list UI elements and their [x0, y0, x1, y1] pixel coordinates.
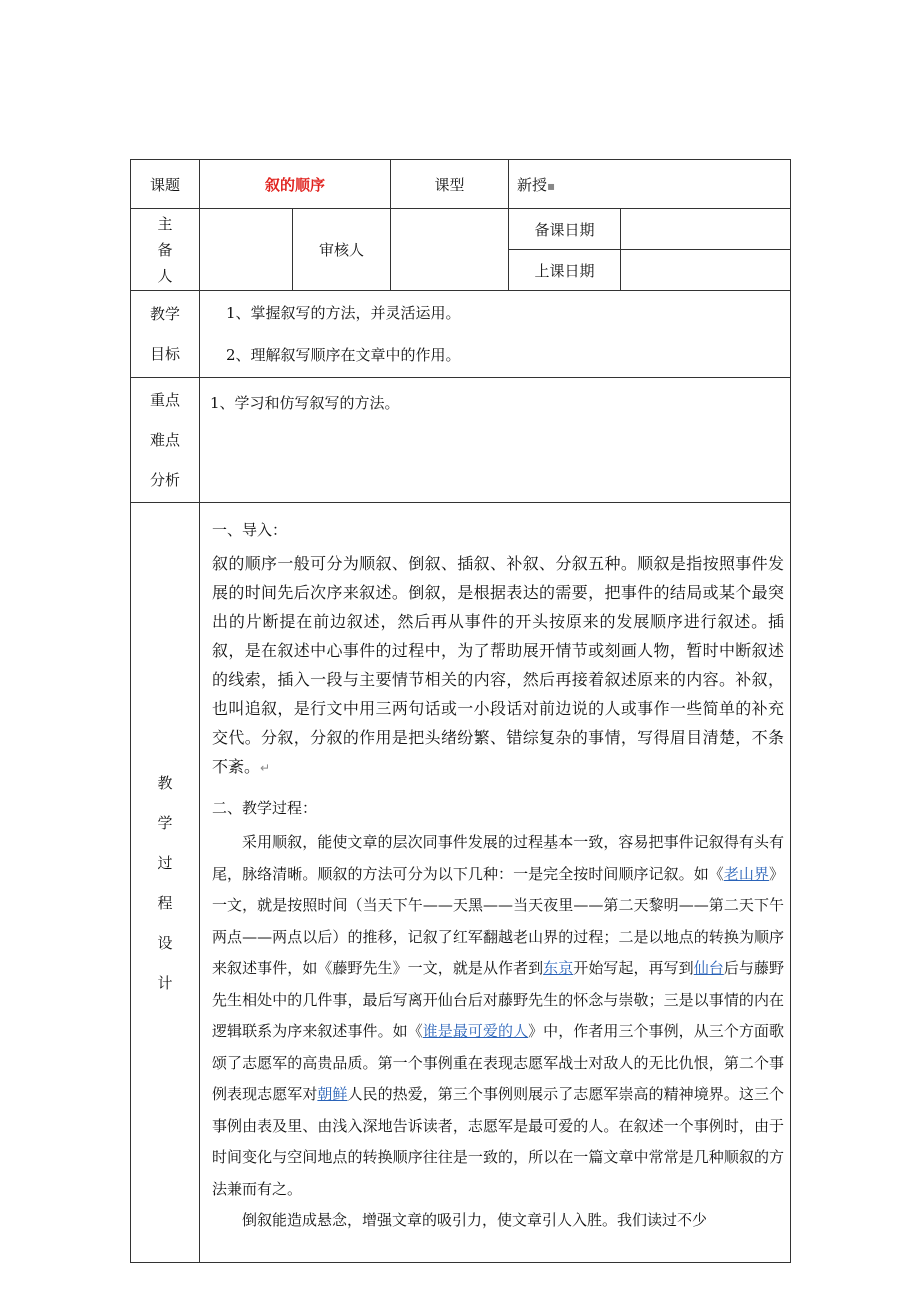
- topic-label: 课题: [131, 160, 200, 209]
- intro-text: 叙的顺序一般可分为顺叙、倒叙、插叙、补叙、分叙五种。顺叙是指按照事件发展的时间先后次序来叙述。倒叙，是根据表达的需要，把事件的结局或某个最突出的片断提在前边叙述，然后再从事件的开头按原来的发展顺序进行叙述。插叙，是在叙述中心事件的过程中，为了帮助展开情节或刻画人物，暂时中断叙述的线索，插入一段与主要情节相关的内容，然后再接着叙述原来的内容。补叙，也叫追叙，是行文中用三两句话或一小段话对前边说的人或事作一些简单的补充交代。分叙，分叙的作用是把头绪纷繁、错综复杂的事情，写得眉目清楚，不条不紊。: [212, 554, 785, 776]
- reviewer-value: [391, 209, 509, 291]
- type-value: [509, 160, 791, 209]
- type-label: 课型: [391, 160, 509, 209]
- text-cursor-mark: ▪: [547, 178, 556, 193]
- intro-heading: 一、导入：: [212, 521, 288, 539]
- prep-date-value: [621, 209, 791, 250]
- prep-date-label: 备课日期: [509, 209, 621, 250]
- process-label-char: 过: [157, 853, 173, 872]
- link-xiantai[interactable]: 仙台: [693, 959, 724, 977]
- row-topic: [131, 160, 791, 209]
- goals-label-line-2: 目标: [149, 345, 180, 363]
- preparer-label: 主备人: [131, 209, 200, 291]
- paragraph-mark: ↵: [260, 761, 271, 775]
- process-heading: 二、教学过程：: [212, 799, 318, 817]
- process-label-char: 程: [157, 893, 173, 912]
- row-preparer: [131, 209, 791, 250]
- body-text: 》中，作者用三个事例，从三个方面歌颂了志愿军的高贵品质。第一个事例重在表现志愿军战士对敌人的无比仇恨，第二个事例表现志愿军对: [212, 1022, 785, 1103]
- process-label-char: 计: [157, 973, 173, 992]
- class-date-label: 上课日期: [509, 250, 621, 291]
- process-label: [131, 503, 200, 1263]
- goals-content: [200, 291, 791, 378]
- lesson-title: 叙的顺序: [200, 160, 391, 209]
- goals-label: [131, 291, 200, 378]
- goal-item: 1、掌握叙写的方法，并灵活运用。: [226, 304, 461, 322]
- body-paragraph-2: 倒叙能造成悬念，增强文章的吸引力，使文章引人入胜。我们读过不少: [242, 1211, 708, 1229]
- key-label-line-1: 重点: [149, 391, 180, 409]
- body-text: 开始写起，再写到: [573, 959, 694, 977]
- key-label-line-2: 难点: [149, 431, 180, 449]
- body-text: 采用顺叙，能使文章的层次同事件发展的过程基本一致，容易把事件记叙得有头有尾，脉络清晰。顺叙的方法可分为以下几种：一是完全按时间顺序记叙。如《: [212, 833, 785, 883]
- type-value-text: 新授: [517, 175, 548, 194]
- row-process: [131, 503, 791, 1263]
- body-text: 》一文，就是按照时间（当天下午——天黑——当天夜里——第二天黎明——第二天下午两点——两点以后）的推移，记叙了红军翻越老山界的过程；二是以地点的转换为顺序来叙述事件，如《藤野先生》一文，就是从作者到: [212, 864, 785, 977]
- key-points-label: [131, 378, 200, 503]
- link-laoshanjie[interactable]: 老山界: [723, 864, 769, 883]
- row-key-points: [131, 378, 791, 503]
- goals-label-line-1: 教学: [149, 305, 180, 323]
- goal-item: 2、理解叙写顺序在文章中的作用。: [226, 346, 461, 364]
- key-points-content: 1、学习和仿写叙写的方法。: [200, 378, 791, 503]
- preparer-value: [200, 209, 293, 291]
- process-label-char: 教: [157, 773, 173, 792]
- link-dongjing[interactable]: 东京: [543, 959, 574, 977]
- lesson-plan-table: [130, 159, 791, 1263]
- body-text: 人民的热爱，第三个事例则展示了志愿军崇高的精神境界。这三个事例由表及里、由浅入深地告诉读者，志愿军是最可爱的人。在叙述一个事例时，由于时间变化与空间地点的转换顺序往往是一致的，所以在一篇文章中常常是几种顺叙的方法兼而有之。: [212, 1085, 785, 1198]
- process-label-char: 学: [157, 813, 173, 832]
- body-text: 后与藤野先生相处中的几件事，最后写离开仙台后对藤野先生的怀念与崇敬；三是以事情的内在逻辑联系为序来叙述事件。如《: [212, 959, 785, 1040]
- row-goals: [131, 291, 791, 378]
- body-paragraph: [212, 827, 784, 1205]
- reviewer-label: 审核人: [293, 209, 391, 291]
- intro-paragraph: [212, 549, 784, 783]
- link-chaoxian[interactable]: 朝鲜: [317, 1085, 348, 1103]
- process-content: [200, 503, 791, 1263]
- key-label-line-3: 分析: [149, 471, 180, 489]
- link-shui-shi-zui-ke-ai-de-ren[interactable]: 谁是最可爱的人: [422, 1022, 529, 1040]
- class-date-value: [621, 250, 791, 291]
- process-label-char: 设: [157, 933, 173, 952]
